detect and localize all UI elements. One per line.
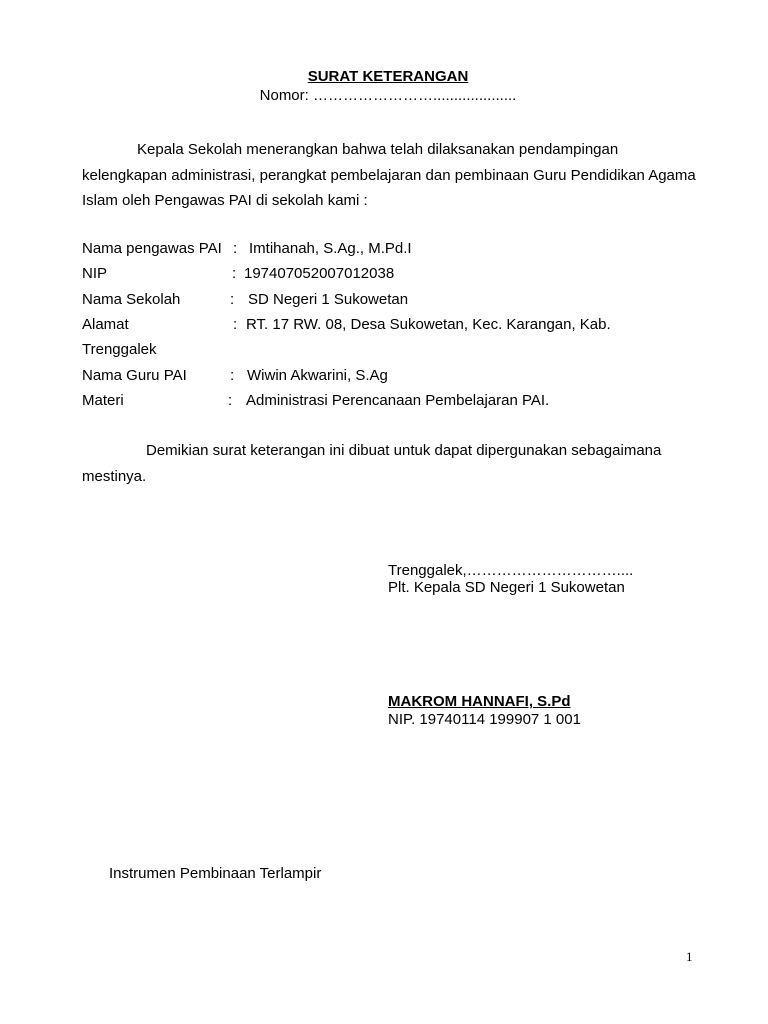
field-colon-alamat: : [233,316,238,333]
field-value-materi: Administrasi Perencanaan Pembelajaran PAI. [246,392,550,409]
field-label-nama-guru: Nama Guru PAI [82,367,187,384]
field-value-nama-pengawas: Imtihanah, S.Ag., M.Pd.I [249,240,412,257]
field-value-nama-sekolah: SD Negeri 1 Sukowetan [248,291,409,308]
field-value-alamat-continuation: Trenggalek [82,341,157,358]
field-label-materi: Materi [82,392,124,409]
attachment-note: Instrumen Pembinaan Terlampir [109,865,322,882]
signature-position: Plt. Kepala SD Negeri 1 Sukowetan [388,579,625,596]
field-label-nip: NIP [82,265,108,282]
intro-paragraph: Kepala Sekolah menerangkan bahwa telah dilaksanakan pendampingan kelengkapan administrasi, perangkat pembelajaran dan pembinaan Guru Pendidikan Agama Islam oleh Pengawas PAI di sekolah kami : [82,141,696,209]
signatory-nip: NIP. 19740114 199907 1 001 [388,711,581,728]
field-value-nip: 197407052007012038 [244,265,395,282]
page-number: 1 [686,949,693,964]
field-value-alamat: RT. 17 RW. 08, Desa Sukowetan, Kec. Karangan, Kab. [246,316,611,333]
document-title: SURAT KETERANGAN [307,68,469,85]
field-label-alamat: Alamat [82,316,129,333]
closing-paragraph: Demikian surat keterangan ini dibuat untuk dapat dipergunakan sebagaimana mestinya. [82,442,662,485]
signatory-name: MAKROM HANNAFI, S.Pd [388,693,571,710]
field-value-nama-guru: Wiwin Akwarini, S.Ag [247,367,388,384]
document-number: Nomor: …………………….................... [259,87,517,104]
signature-place-date: Trenggalek,………………………….... [388,562,634,579]
field-label-nama-pengawas: Nama pengawas PAI [82,240,222,257]
field-colon-materi: : [228,392,233,409]
field-colon-nip: : [232,265,237,282]
field-colon-nama-guru: : [230,367,235,384]
field-label-nama-sekolah: Nama Sekolah [82,291,181,308]
field-colon-nama-pengawas: : [233,240,238,257]
field-colon-nama-sekolah: : [230,291,235,308]
